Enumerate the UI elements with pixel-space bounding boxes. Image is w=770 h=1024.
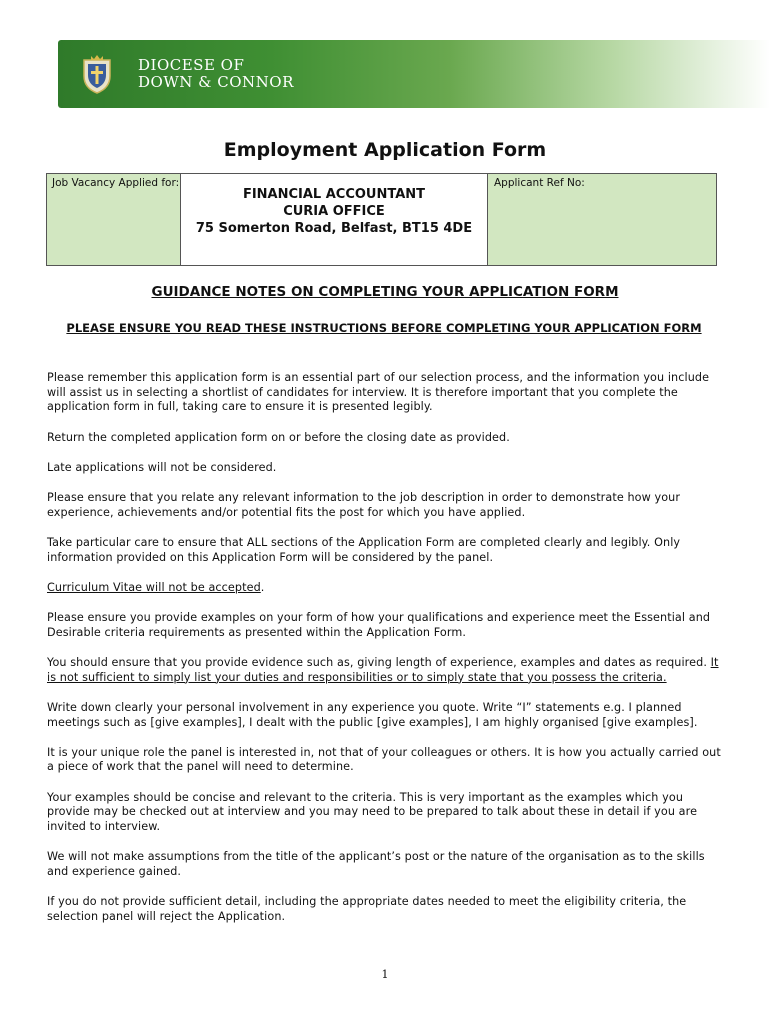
post-office: CURIA OFFICE	[283, 204, 385, 219]
diocese-name	[138, 57, 294, 91]
paragraph-intro: Please remember this application form is an essential part of our selection process, and the information you include will assist us in selecting a shortlist of candidates for interview. It is therefore important that you complete the application form in full, taking care to ensure it is presented legibly.	[47, 371, 710, 414]
page-number: 1	[381, 968, 389, 981]
cv-period: .	[260, 580, 265, 594]
post-address: 75 Somerton Road, Belfast, BT15 4DE	[195, 221, 473, 236]
instructions-subheading: PLEASE ENSURE YOU READ THESE INSTRUCTIONS BEFORE COMPLETING YOUR APPLICATION FORM	[66, 321, 702, 335]
paragraph-detail: If you do not provide sufficient detail, including the appropriate dates needed to meet the eligibility criteria, the selection panel will reject the Application.	[47, 895, 687, 923]
paragraph-relate: Please ensure that you relate any relevant information to the job description in order to demonstrate how your experience, achievements and/or potential fits the post for which you have applied.	[47, 491, 681, 519]
diocese-crest-icon	[80, 54, 114, 94]
diocese-name-line2: DOWN & CONNOR	[138, 73, 294, 91]
cv-not-accepted: Curriculum Vitae will not be accepted	[47, 580, 261, 594]
job-vacancy-label: Job Vacancy Applied for:	[47, 174, 181, 266]
paragraph-return: Return the completed application form on or before the closing date as provided.	[47, 430, 510, 444]
paragraph-unique-role: It is your unique role the panel is interested in, not that of your colleagues or others. It is how you actually carried out a piece of work that the panel will need to determine.	[47, 745, 721, 774]
vacancy-table	[46, 173, 717, 266]
diocese-name-line1: DIOCESE OF	[138, 56, 245, 74]
applicant-ref-label: Applicant Ref No:	[494, 177, 585, 189]
guidance-notes	[47, 371, 723, 940]
paragraph-cv	[47, 581, 723, 596]
paragraph-examples: Please ensure you provide examples on your form of how your qualifications and experience meet the Essential and Desirable criteria requirements as presented within the Application Form.	[47, 611, 711, 639]
paragraph-late: Late applications will not be considered.	[47, 460, 277, 474]
guidance-heading: GUIDANCE NOTES ON COMPLETING YOUR APPLICATION FORM	[151, 284, 619, 300]
applicant-ref-field[interactable]	[488, 174, 717, 266]
form-title: Employment Application Form	[223, 139, 547, 161]
post-title: FINANCIAL ACCOUNTANT	[242, 187, 426, 202]
paragraph-concise: Your examples should be concise and relevant to the criteria. This is very important as the examples which you provide may be checked out at interview and you may need to be prepared to talk about these in detail if you are invited to interview.	[47, 790, 698, 834]
paragraph-care: Take particular care to ensure that ALL sections of the Application Form are completed clearly and legibly. Only information provided on this Application Form will be considered by the panel.	[47, 535, 681, 564]
evidence-text: You should ensure that you provide evidence such as, giving length of experience, examples and dates as required.	[47, 655, 711, 669]
paragraph-evidence	[47, 656, 723, 685]
paragraph-assumptions: We will not make assumptions from the title of the applicant’s post or the nature of the organisation as to the skills and experience gained.	[47, 850, 705, 878]
vacancy-post	[181, 174, 488, 266]
evidence-underlined: It is not sufficient to simply list your duties and responsibilities or to simply state that you possess the criteria.	[47, 655, 719, 684]
paragraph-involvement: Write down clearly your personal involvement in any experience you quote. Write “I” statements e.g. I planned meetings such as [give examples], I dealt with the public [give examples], I am highly organised [give examples].	[47, 700, 698, 729]
